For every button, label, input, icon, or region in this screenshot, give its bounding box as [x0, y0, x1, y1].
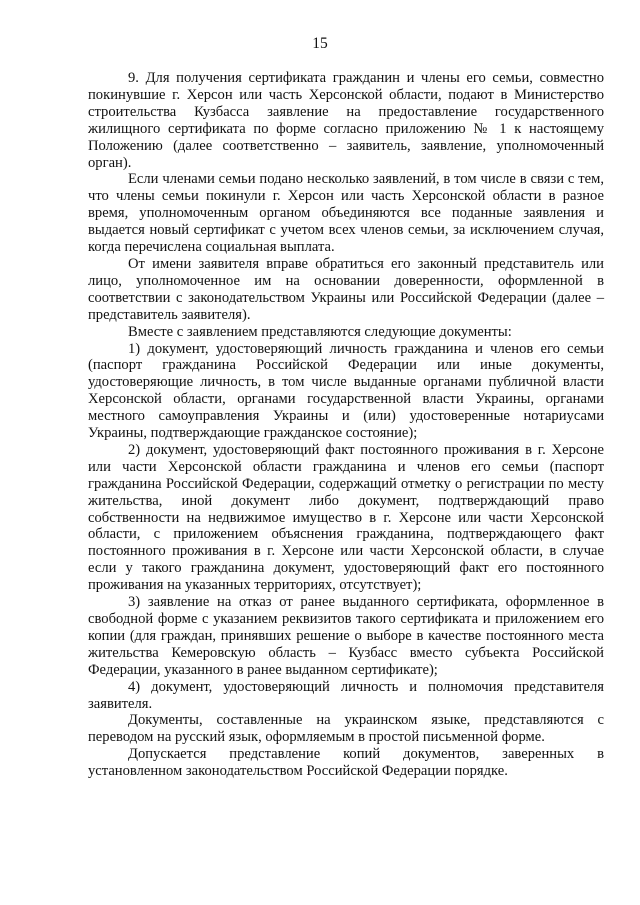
document-body	[88, 70, 604, 780]
paragraph-multiple-applications: Если членами семьи подано несколько заявлений, в том числе в связи с тем, что члены семьи покинули г. Херсон или часть Херсонской области в разное время, уполномоченным органом объединяются все поданные заявления и выдается новый сертификат с учетом всех членов семьи, за исключением случая, когда перечислена социальная выплата.	[88, 171, 604, 256]
list-item-3: 3) заявление на отказ от ранее выданного сертификата, оформленное в свободной форме с указанием реквизитов такого сертификата и приложением его копии (для граждан, принявших решение о выборе в качестве постоянного места жительства Кемеровскую область – Кузбасс вместо субъекта Российской Федерации, указанного в ранее выданном сертификате);	[88, 594, 604, 678]
list-item-1: 1) документ, удостоверяющий личность гражданина и членов его семьи (паспорт гражданина Российской Федерации или иные документы, удостоверяющие личность, в том числе выданные органами публичной власти Херсонской области, органами государственной власти Украины, органами местного самоуправления Украины и (или) удостоверенные нотариусами Украины, подтверждающие гражданское состояние);	[88, 340, 604, 442]
paragraph-representative: От имени заявителя вправе обратиться его законный представитель или лицо, уполномоченное им на основании доверенности, оформленной в соответствии с законодательством Украины или Российской Федерации (далее – представитель заявителя).	[88, 255, 604, 323]
paragraph-documents-intro: Вместе с заявлением представляются следующие документы:	[128, 323, 512, 340]
paragraph-item-9: 9. Для получения сертификата гражданин и члены его семьи, совместно покинувшие г. Херсон или часть Херсонской области, подают в Министерство строительства Кузбасса заявление на предоставление государственного жилищного сертификата по форме согласно приложению № 1 к настоящему Положению (далее соответственно – заявитель, заявление, уполномоченный орган).	[88, 70, 604, 171]
paragraph-translation: Документы, составленные на украинском языке, представляются с переводом на русский язык, оформляемым в простой письменной форме.	[88, 712, 604, 746]
page-number: 15	[312, 35, 328, 52]
list-item-4: 4) документ, удостоверяющий личность и полномочия представителя заявителя.	[88, 678, 604, 712]
paragraph-copies: Допускается представление копий документов, заверенных в установленном законодательством Российской Федерации порядке.	[88, 746, 604, 780]
list-item-2: 2) документ, удостоверяющий факт постоянного проживания в г. Херсоне или части Херсонской области гражданина и членов его семьи (паспорт гражданина Российской Федерации, содержащий отметку о регистрации по месту жительства, иной документ либо документ, подтверждающий право собственности на недвижимое имущество в г. Херсоне или части Херсонской области, с приложением объяснения гражданина, подтверждающего факт постоянного проживания в г. Херсоне или части Херсонской области, в случае если у такого гражданина документ, удостоверяющий факт его постоянного проживания на указанных территориях, отсутствует);	[88, 441, 604, 594]
